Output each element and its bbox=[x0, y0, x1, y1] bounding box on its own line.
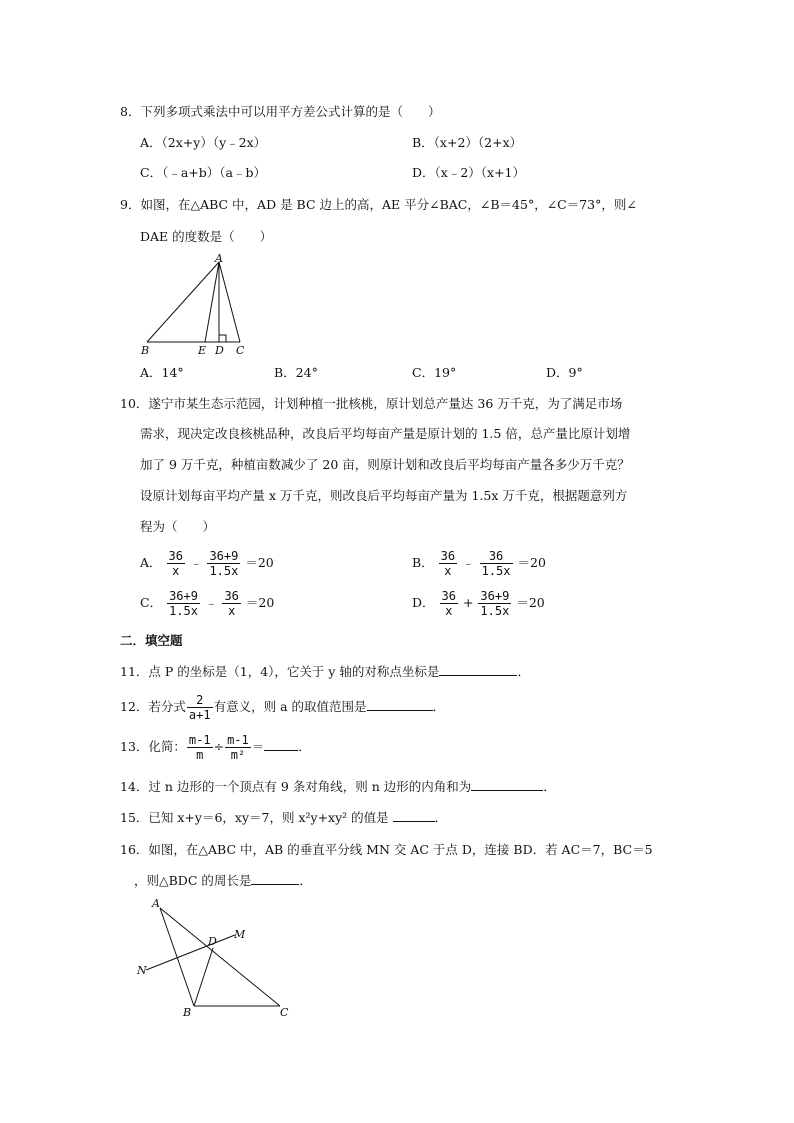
section-heading-fill-in: 二．填空题 bbox=[120, 633, 183, 648]
q13: 13．化简： $\frac{m-1}{m}$ ÷ $\frac{m-1}{\text{m²}}$ ＝ ． bbox=[120, 733, 311, 762]
q10-line4: 设原计划每亩平均产量 x 万千克，则改良后平均每亩产量为 1.5x 万千克，根据题意列方 bbox=[140, 488, 628, 503]
q15: 15．已知 x+y＝6，xy＝7，则 x²y+xy² 的值是 ． bbox=[120, 810, 448, 825]
q9-option-d: D．9° bbox=[546, 365, 583, 380]
q16-label-d: D bbox=[208, 935, 217, 948]
q14: 14．过 n 边形的一个顶点有 9 条对角线，则 n 边形的内角和为 ． bbox=[120, 779, 556, 794]
q16-label-m: M bbox=[234, 928, 246, 941]
q9-label-a: A bbox=[215, 252, 223, 265]
answer-blank[interactable] bbox=[439, 663, 517, 676]
fraction: $\frac{36}{x}$ bbox=[168, 549, 183, 578]
q9-label-b: B bbox=[141, 344, 150, 357]
q16-line1: 16．如图，在△ABC 中，AB 的垂直平分线 MN 交 AC 于点 D，连接 BD．若 AC＝7，BC＝5 bbox=[120, 842, 653, 857]
q8-option-c: C．（﹣a+b）（a﹣b） bbox=[140, 165, 266, 180]
fraction: $\frac{36+9}{1.5x}$ bbox=[209, 549, 239, 578]
answer-blank[interactable] bbox=[393, 809, 435, 822]
q9-label-d: D bbox=[215, 344, 224, 357]
q12: 12．若分式 $\frac{2}{a+1}$ 有意义，则 a 的取值范围是 ． bbox=[120, 693, 446, 722]
q16-label-n: N bbox=[137, 964, 147, 977]
answer-blank[interactable] bbox=[264, 738, 298, 751]
fraction: $\frac{36}{x}$ bbox=[441, 589, 456, 618]
q9-option-b: B．24° bbox=[274, 365, 318, 380]
q9-option-c: C．19° bbox=[412, 365, 457, 380]
q16-line2: ，则△BDC 的周长是 ． bbox=[134, 873, 312, 888]
q11: 11．点 P 的坐标是（1，4），它关于 y 轴的对称点坐标是 ． bbox=[120, 664, 530, 679]
fraction: $\frac{2}{a+1}$ bbox=[188, 693, 211, 722]
q8-stem: 8．下列多项式乘法中可以用平方差公式计算的是（ ） bbox=[120, 104, 441, 119]
q16-label-a: A bbox=[152, 897, 160, 910]
q10-option-b: B． $\frac{36}{x}$ ﹣ $\frac{36}{1.5x}$ ＝20 bbox=[412, 549, 546, 578]
fraction: $\frac{36+9}{1.5x}$ bbox=[480, 589, 510, 618]
q9-stem-line1: 9．如图，在△ABC 中，AD 是 BC 边上的高，AE 平分∠BAC，∠B＝45°，∠C＝73°，则∠ bbox=[120, 197, 637, 212]
q10-line2: 需求，现决定改良核桃品种，改良后平均每亩产量是原计划的 1.5 倍，总产量比原计划增 bbox=[140, 426, 631, 441]
q10-line3: 加了 9 万千克，种植亩数减少了 20 亩，则原计划和改良后平均每亩产量各多少万千克？ bbox=[140, 457, 630, 472]
fraction: $\frac{36+9}{1.5x}$ bbox=[169, 589, 198, 618]
q10-line5: 程为（ ） bbox=[140, 519, 216, 534]
fraction: $\frac{m-1}{m}$ bbox=[188, 733, 211, 762]
q8-option-b: B．（x+2）（2+x） bbox=[412, 135, 523, 150]
q10-line1: 10．遂宁市某生态示范园，计划种植一批核桃，原计划总产量达 36 万千克，为了满足市场 bbox=[120, 396, 623, 411]
fraction: $\frac{36}{x}$ bbox=[440, 549, 456, 578]
answer-blank[interactable] bbox=[471, 778, 543, 791]
q16-triangle-figure bbox=[132, 893, 302, 1023]
q9-label-e: E bbox=[198, 344, 207, 357]
q9-triangle-figure bbox=[135, 252, 255, 360]
q8-option-d: D．（x﹣2）（x+1） bbox=[412, 165, 526, 180]
q10-option-d: D． $\frac{36}{x}$ + $\frac{36+9}{1.5x}$ ＝20 bbox=[412, 589, 545, 618]
q16-label-c: C bbox=[280, 1006, 289, 1019]
answer-blank[interactable] bbox=[367, 698, 433, 711]
fraction: $\frac{36}{1.5x}$ bbox=[481, 549, 511, 578]
q10-option-a: A． $\frac{36}{x}$ ﹣ $\frac{36+9}{1.5x}$ ＝20 bbox=[140, 549, 274, 578]
q9-option-a: A．14° bbox=[140, 365, 184, 380]
q8-option-a: A．（2x+y）（y﹣2x） bbox=[140, 135, 267, 150]
q10-option-c: C． $\frac{36+9}{1.5x}$ ﹣ $\frac{36}{x}$ ＝20 bbox=[140, 589, 275, 618]
q9-label-c: C bbox=[236, 344, 245, 357]
fraction: $\frac{m-1}{\text{m²}}$ bbox=[227, 733, 249, 762]
q16-label-b: B bbox=[183, 1006, 192, 1019]
fraction: $\frac{36}{x}$ bbox=[224, 589, 239, 618]
q9-stem-line2: DAE 的度数是（ ） bbox=[140, 229, 273, 244]
answer-blank[interactable] bbox=[251, 872, 299, 885]
